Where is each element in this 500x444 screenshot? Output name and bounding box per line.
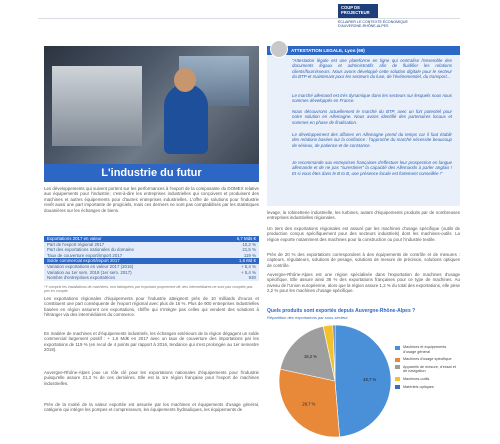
- legend-item: [395, 357, 460, 362]
- legend-swatch: [395, 377, 400, 381]
- stats-table: [44, 236, 259, 281]
- legend-label: Appareils de mesure, d'essai et de navigation: [403, 364, 456, 374]
- stats-label: Nombre d'entreprises exportatrices: [44, 275, 213, 281]
- section-subtitle: ÉCLAIRER LE CONTEXTE ÉCONOMIQUE D'AUVERGNE-RHÔNE-ALPES: [338, 20, 408, 29]
- article-photo: [44, 46, 259, 164]
- stats-note: *Y compris les installations de machines, non fabriquées par exportant proprement dit; des intermédiaires ne sont pas comptés pas prix en compte.: [44, 285, 253, 294]
- testimonial-p4: Le développement des affaires en Allemagne prend du temps car il faut établir des relations basées sur la confiance : l'approche du marché nécessite beaucoup de sérieux, de patience et de constance.: [292, 132, 452, 148]
- legend-swatch: [395, 365, 400, 369]
- stats-label: Solde commercial export/import 2017: [44, 258, 213, 264]
- article-title-bar: [44, 164, 259, 182]
- right-paragraph-3: Près de 20 % des exportations correspondent à des équipements de contrôle et de mesures : capteurs, régulateurs, solutions de pesage, solutions de mesure de précision, solutions optiques de contrôle.: [267, 252, 460, 268]
- stats-label: Taux de couverture export/import 2017: [44, 253, 213, 259]
- stats-value: 6,7 Mds €: [213, 236, 259, 242]
- pie-chart: [276, 322, 394, 440]
- legend-label: Machines-outils: [403, 376, 430, 381]
- stats-label: Exportations 2017 en valeur: [44, 236, 213, 242]
- right-paragraph-1: levage, la robinetterie industrielle, les turbines, autant d'équipements produits par de nombreuses entreprises industrielles régionales.: [267, 210, 460, 221]
- testimonial-header: [267, 46, 460, 55]
- stats-label: Part des exportations nationales du domaine: [44, 247, 213, 253]
- stats-value: 119 %: [213, 253, 259, 259]
- legend-label: Machines et équipements d'usage général: [403, 345, 447, 354]
- pie-slice-label: 48,7 %: [363, 377, 377, 383]
- stats-label: Part de l'export régional 2017: [44, 242, 213, 248]
- legend-swatch: [395, 346, 400, 350]
- right-paragraph-4: Auvergne-Rhône-Alpes est une région spécialisée dans l'exportation de machines d'usage spécifique. Elle assure ainsi 36 % des exportations françaises pour ce type de machines. Au niveau de l'Union européenne, alors que la région assure 1,2 % du total des exportations, elle pèse 2,2 % pour les machines d'usage spécifique.: [267, 272, 460, 294]
- stats-value: + 5,4 %: [213, 270, 259, 276]
- stats-value: + 5,4 %: [213, 264, 259, 270]
- chart-subtitle: Répartition des exportations par sous-secteur: [267, 315, 348, 320]
- stats-label: Variation exportations en valeur 2017 (2016): [44, 264, 213, 270]
- section-badge: COUP DE PROJECTEUR: [338, 4, 378, 18]
- legend-item: [395, 365, 460, 374]
- stats-row: [44, 275, 259, 281]
- stats-value: 930: [213, 275, 259, 281]
- legend-item: [395, 385, 460, 390]
- paragraph-4: Près de la moitié de la valeur exportée est assurée par les machines et équipements d'usage général, catégorie qui intègre les pompes et compresseurs, les équipements hydrauliques, les équipements de: [44, 402, 259, 413]
- paragraph-2: En matière de machines et d'équipements industriels, les échanges extérieurs de la région dégagent un solde commercial largement positif : + 1,6 Md€ en 2017 avec un taux de couverture des importations par les exportations de 119 % (en recul de 4 points par rapport à 2016, tendance qui s'est prolongée au 1er semestre 2018).: [44, 331, 259, 353]
- paragraph-3: Auvergne-Rhône-Alpes joue un rôle clé pour les exportations nationales d'équipements pour l'industrie puisqu'elle assure 21,3 % de ces dernières. Elle est la 1re région française pour l'export de machines industrielles.: [44, 370, 259, 386]
- legend-item: [395, 345, 460, 354]
- legend-item: [395, 377, 460, 382]
- stats-value: 21,5 %: [213, 247, 259, 253]
- testimonial-heading: ATTESTATION LEGALE, Lyon (69): [291, 48, 365, 53]
- photo-machine: [52, 66, 142, 146]
- pie-slice-label: 29,7 %: [302, 401, 316, 407]
- chart-title: Quels produits sont exportés depuis Auvergne-Rhône-Alpes ?: [267, 308, 416, 314]
- pie-slice-label: 18,2 %: [303, 353, 317, 359]
- testimonial-avatar: [270, 40, 288, 58]
- testimonial-p5: Je recommande aux entreprises françaises d'effectuer leur prospection en langue allemande et de ne pas "surestimer" la capacité des Allemands à parler anglais ! Et si vous êtes dans le B to B, une présence locale est fortement conseillée !": [292, 160, 452, 176]
- photo-worker-head: [174, 68, 196, 92]
- legend-swatch: [395, 385, 400, 389]
- right-paragraph-2: Un tiers des exportations régionales est assuré par les machines d'usage spécifique (outils de production conçus spécifiquement pour des secteurs industriels) dont les machines-outils. La région exporte notamment des machines pour la construction ou pour l'industrie textile.: [267, 226, 460, 242]
- stats-value: 1,6 Md €: [213, 258, 259, 264]
- photo-worker: [164, 84, 208, 154]
- testimonial-p1: "Attestation légale est une plateforme en ligne qui centralise l'ensemble des documents légaux et administratifs afin de fluidifier les relations clients/fournisseurs. Nous avons développé cette solution digitale pour le secteur du BTP et maintenant pour les secteurs du luxe, de l'événementiel, du transport…: [292, 58, 452, 80]
- legend-label: Machines d'usage spécifique: [403, 357, 452, 362]
- testimonial-p2: Le marché allemand est très dynamique dans les secteurs sur lesquels nous nous sommes développés en France.: [292, 93, 452, 104]
- stats-label: Variation au 1er sem. 2018 (1er sem. 2017): [44, 270, 213, 276]
- chart-legend: [395, 345, 460, 392]
- testimonial-p3: Nous découvrons actuellement le marché du BTP, avec un fort potentiel pour notre solution en Allemagne. Nous avons identifié des partenaires locaux et sommes en phase de finalisation.: [292, 109, 452, 125]
- paragraph-1: Les exportations régionales d'équipements pour l'industrie atteignent près de 10 milliards d'euros et constituent une part conséquente de l'export régional avec plus de 16 %. Plus de 900 entreprises industrielles basées en région assurent ces exportations, chiffre qui n'intègre pas celles qui vendent des solutions à l'étranger via des intermédiaires du commerce.: [44, 296, 259, 318]
- stats-value: 10,2 %: [213, 242, 259, 248]
- article-title: L'industrie du futur: [101, 167, 202, 179]
- article-intro: Les développements qui suivent portent sur les performances à l'export de la composante du DOMEX relative aux équipements pour l'industrie; c'est-à-dire les entreprises industrielles qui conçoivent et produisent des machines et autres équipements pour d'autres entreprises industrielles. L'offre de solutions pour l'industrie revêt aussi une part importante de progiciels, mais ces derniers ne sont pas comptabilisés par les statistiques douanières sur les échanges de biens.: [44, 186, 259, 213]
- legend-swatch: [395, 358, 400, 362]
- legend-label: Matériels optiques: [403, 384, 434, 389]
